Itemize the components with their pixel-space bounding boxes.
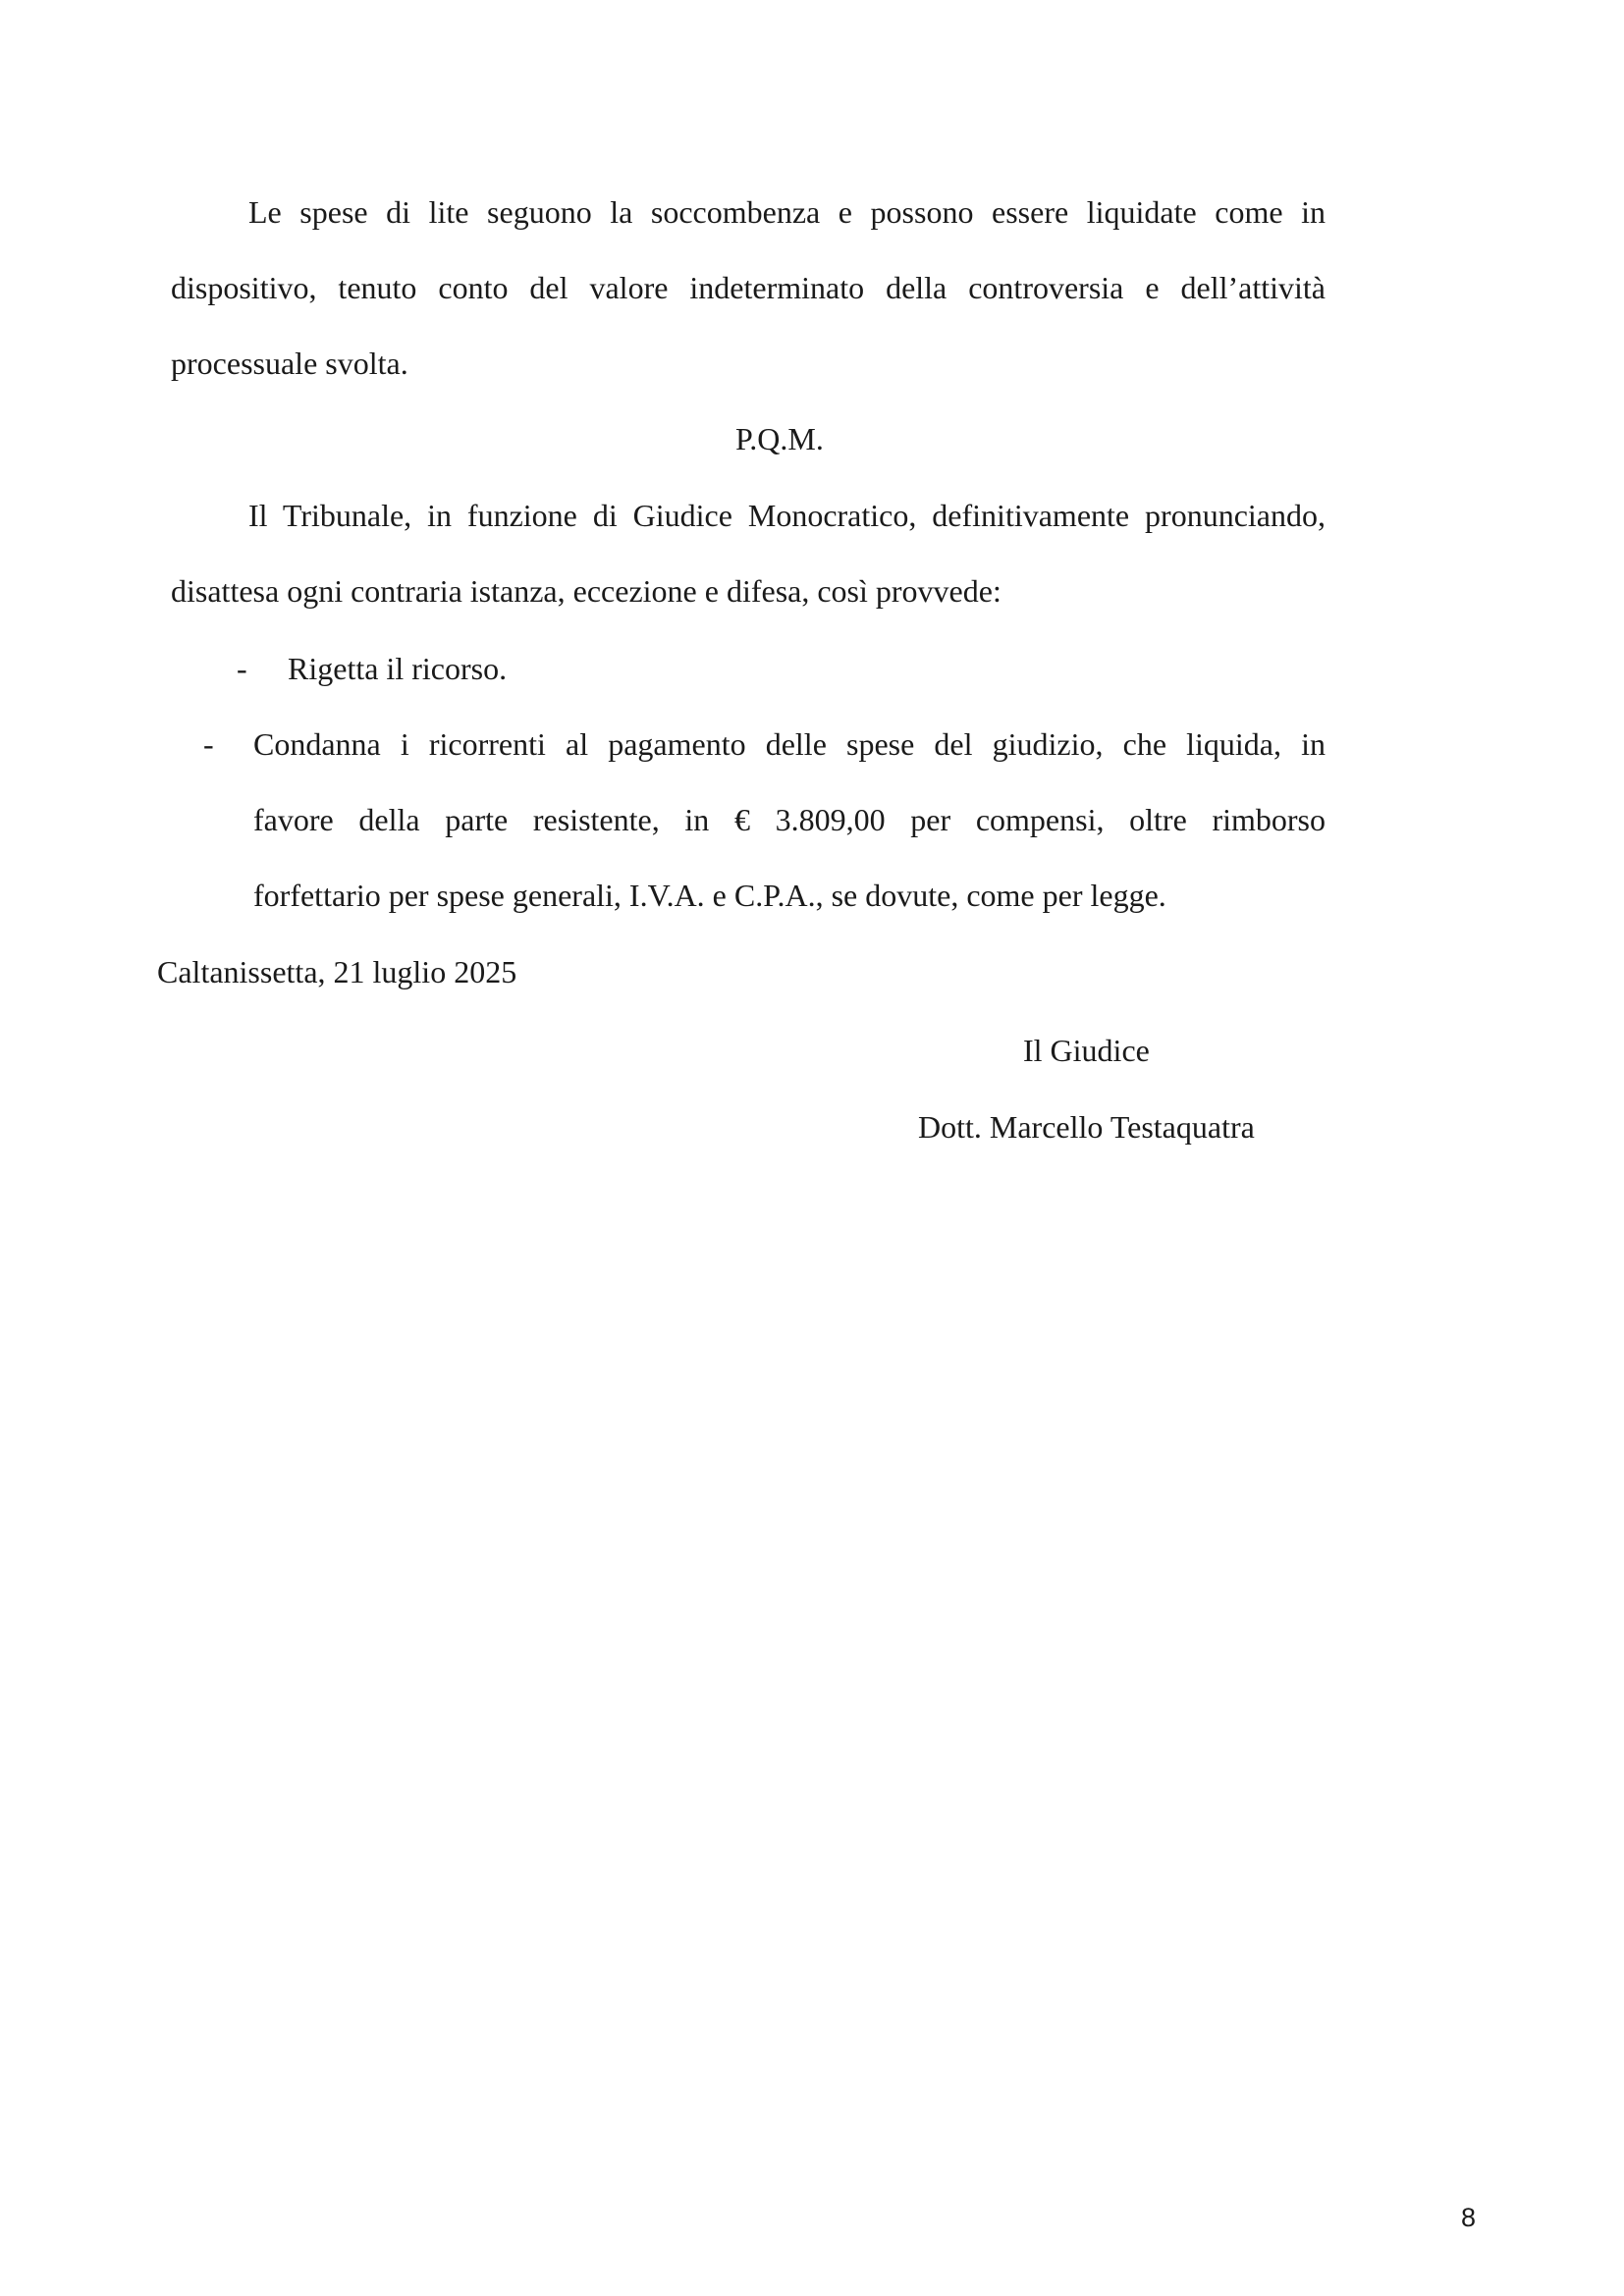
costs-paragraph-line-2: dispositivo, tenuto conto del valore indeterminato della controversia e dell’attività <box>171 270 1326 305</box>
signature-title: Il Giudice <box>1023 1033 1150 1068</box>
ruling-paragraph-line-1: Il Tribunale, in funzione di Giudice Monocratico, definitivamente pronunciando, <box>248 498 1326 533</box>
costs-paragraph-line-1: Le spese di lite seguono la soccombenza e possono essere liquidate come in <box>248 194 1326 230</box>
pqm-heading: P.Q.M. <box>735 421 824 456</box>
disposition-1-text: Rigetta il ricorso. <box>288 651 508 686</box>
disposition-2-line-1: Condanna i ricorrenti al pagamento delle spese del giudizio, che liquida, in <box>253 726 1326 762</box>
costs-paragraph-line-3: processuale svolta. <box>171 346 408 381</box>
disposition-2-bullet: - <box>203 726 214 762</box>
ruling-paragraph-line-2: disattesa ogni contraria istanza, eccezione e difesa, così provvede: <box>171 573 1001 609</box>
disposition-2-line-2: favore della parte resistente, in € 3.809,00 per compensi, oltre rimborso <box>253 802 1326 837</box>
place-date: Caltanissetta, 21 luglio 2025 <box>157 954 517 989</box>
page-number: 8 <box>1461 2203 1477 2232</box>
disposition-2-line-3: forfettario per spese generali, I.V.A. e C.P.A., se dovute, come per legge. <box>253 878 1166 913</box>
disposition-1-bullet: - <box>237 651 247 686</box>
signature-name: Dott. Marcello Testaquatra <box>918 1109 1255 1145</box>
